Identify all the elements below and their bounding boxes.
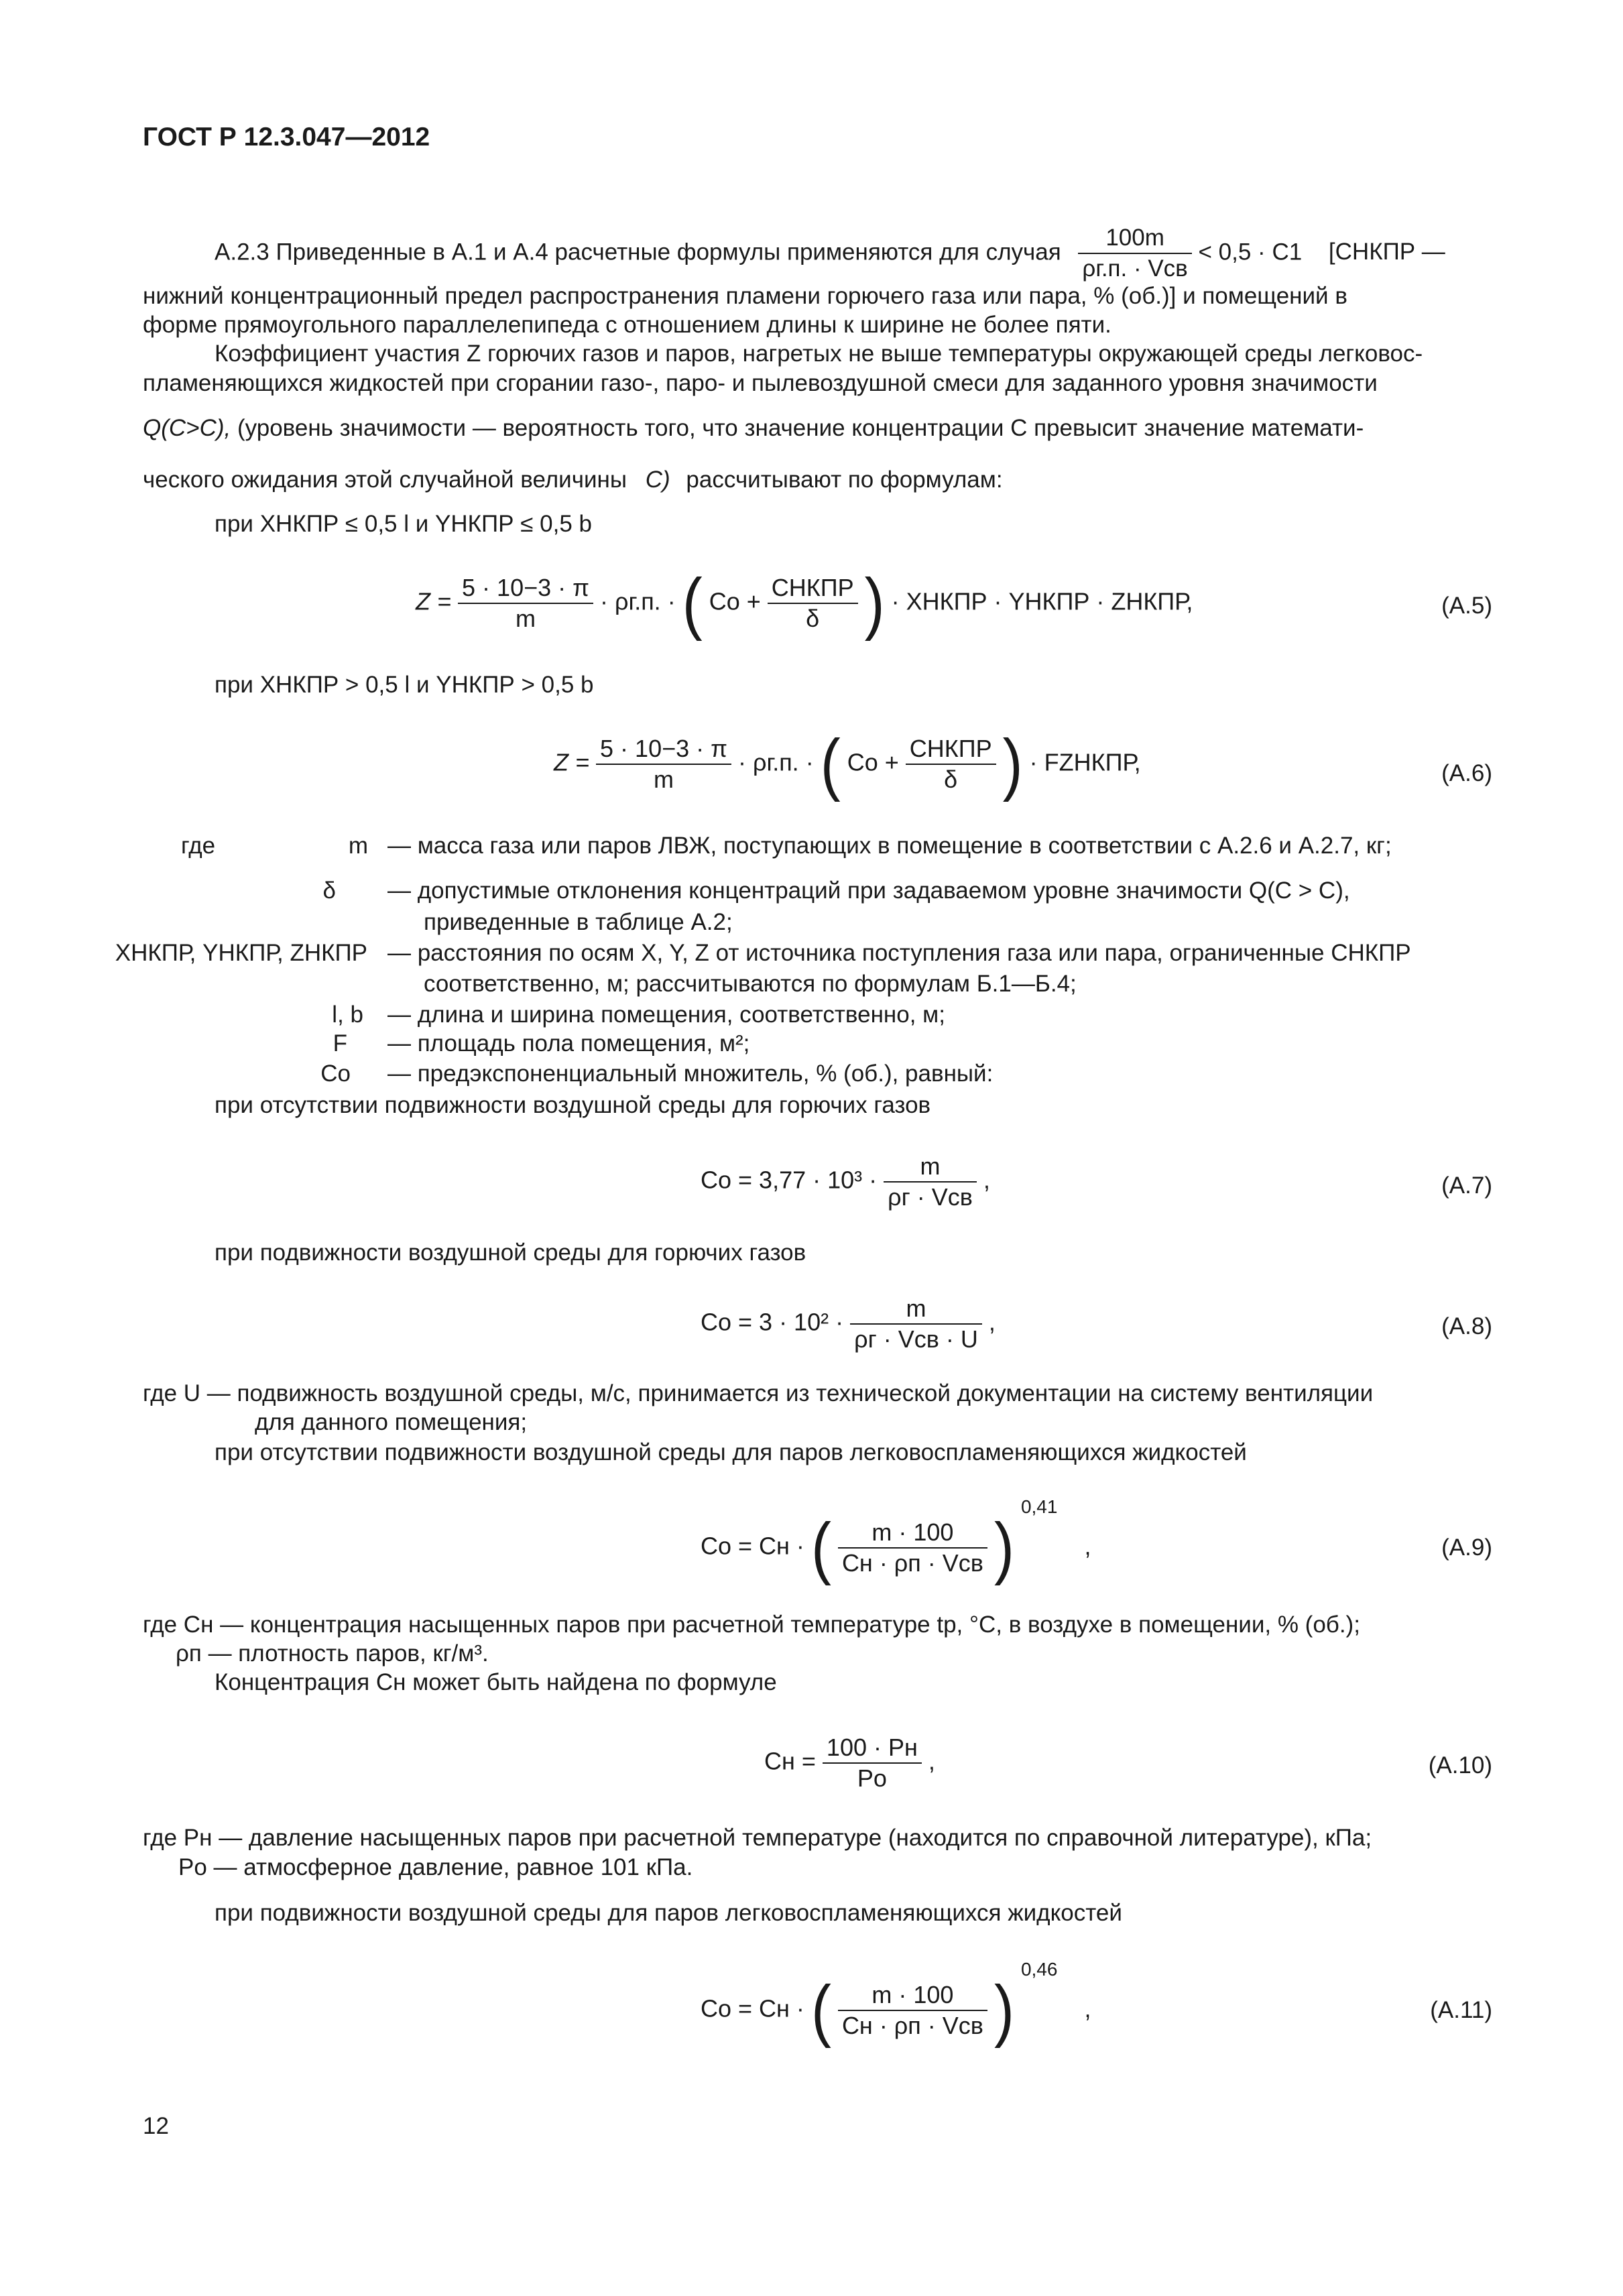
- eq-a5-close-paren: ): [864, 564, 885, 642]
- condition-tail: [CНКПР —: [1328, 239, 1445, 265]
- eq-a10-tail: ,: [928, 1747, 935, 1775]
- def-text-f: — площадь пола помещения, м²;: [387, 1030, 750, 1056]
- eq-a11-numerator: m · 100: [838, 1980, 987, 2011]
- def-sym-co: Cо: [320, 1061, 351, 1087]
- where-u-line3: при отсутствии подвижности воздушной среды для паров легковоспламеняющихся жидкостей: [215, 1439, 1247, 1465]
- eq-a9-denominator: Cн · ρп · Vсв: [841, 1549, 983, 1577]
- eq-a10-fraction: [823, 1733, 922, 1793]
- eq-a11-fraction: [838, 1980, 987, 2041]
- eq-a6-number: (А.6): [1441, 760, 1492, 786]
- expectation-symbol: C): [645, 467, 670, 493]
- eq-a5-tail: · XНКПР · YНКПР · ZНКПР,: [891, 587, 1193, 615]
- eq-a8-fraction: [850, 1294, 982, 1354]
- text-air-gas: при подвижности воздушной среды для горючих газов: [215, 1240, 806, 1266]
- eq-a6-inner-denominator: δ: [944, 766, 958, 793]
- eq-a6-mid: · ρг.п. ·: [737, 748, 814, 776]
- eq-a9-exponent: 0,41: [1020, 1496, 1058, 1517]
- para-a23-lead-text: А.2.3 Приведенные в А.1 и А.4 расчетные формулы применяются для случая: [215, 239, 1061, 265]
- equation-a6: [554, 725, 1141, 803]
- para-coef-line1: Коэффициент участия Z горючих газов и паров, нагретых не выше температуры окружающей среды легковос-: [215, 341, 1423, 367]
- significance-level-symbol: Q(C>C),: [143, 415, 231, 441]
- document-header: ГОСТ Р 12.3.047—2012: [143, 123, 430, 152]
- def-text-xyz-2: соответственно, м; рассчитываются по формулам Б.1—Б.4;: [424, 971, 1077, 997]
- eq-a5-inner-fraction: [768, 573, 858, 633]
- eq-a7-number: (А.7): [1441, 1172, 1492, 1199]
- eq-a6-inner: Cо +: [847, 748, 899, 776]
- eq-a11-tail: ,: [1084, 1994, 1091, 2022]
- eq-a6-lhs: Z =: [554, 748, 590, 776]
- eq-a9-numerator: m · 100: [838, 1518, 987, 1549]
- eq-a8-tail: ,: [988, 1308, 996, 1336]
- condition-2: при XНКПР > 0,5 l и YНКПР > 0,5 b: [215, 672, 594, 698]
- para-coef-line3-text: (уровень значимости — вероятность того, что значение концентрации C превысит значение математи-: [237, 415, 1364, 441]
- where-p-line2: Pо — атмосферное давление, равное 101 кПа.: [178, 1854, 693, 1880]
- eq-a7-denominator: ρг · Vсв: [888, 1183, 973, 1211]
- defs-where-label: где: [181, 833, 216, 859]
- def-sym-xyz: XНКПР, YНКПР, ZНКПР: [115, 940, 367, 966]
- eq-a8-numerator: m: [850, 1294, 982, 1325]
- para-a23-line2: нижний концентрационный предел распространения пламени горючего газа или пара, % (об.)] и помещений в: [143, 283, 1347, 309]
- para-coef-line2: пламеняющихся жидкостей при сгорании газо-, паро- и пылевоздушной смеси для заданного уровня значимости: [143, 370, 1378, 396]
- eq-a7-fraction: [884, 1152, 977, 1212]
- eq-a6-numerator: 5 · 10−3 · π: [596, 734, 731, 765]
- condition-fraction: [1078, 223, 1191, 284]
- equation-a10: [764, 1733, 935, 1793]
- eq-a5-denominator: m: [516, 605, 536, 632]
- def-sym-delta: δ: [322, 878, 336, 904]
- eq-a5-mid: · ρг.п. ·: [599, 587, 676, 615]
- def-text-m: — масса газа или паров ЛВЖ, поступающих в помещение в соответствии с А.2.6 и А.2.7, кг;: [387, 833, 1392, 859]
- para-a23-line3: форме прямоугольного параллелепипеда с отношением длины к ширине не более пяти.: [143, 312, 1111, 338]
- condition-numerator: 100m: [1078, 223, 1191, 254]
- equation-a7: [701, 1152, 990, 1212]
- eq-a6-inner-numerator: CНКПР: [906, 734, 996, 765]
- text-air-liquid: при подвижности воздушной среды для паров легковоспламеняющихся жидкостей: [215, 1900, 1122, 1926]
- eq-a5-inner: Cо +: [709, 587, 761, 615]
- eq-a10-number: (А.10): [1428, 1752, 1492, 1778]
- eq-a9-lhs: Cо = Cн ·: [701, 1532, 804, 1560]
- eq-a5-number: (А.5): [1441, 593, 1492, 619]
- eq-a11-lhs: Cо = Cн ·: [701, 1994, 804, 2022]
- eq-a5-lhs: Z =: [416, 587, 452, 615]
- eq-a7-tail: ,: [983, 1166, 990, 1194]
- para-a23-lead: [215, 223, 1445, 284]
- eq-a10-numerator: 100 · Pн: [823, 1733, 922, 1764]
- condition-1: при XНКПР ≤ 0,5 l и YНКПР ≤ 0,5 b: [215, 511, 593, 537]
- eq-a9-close-paren: ): [994, 1509, 1014, 1587]
- where-p-line1: где Pн — давление насыщенных паров при расчетной температуре (находится по справочной литературе), кПа;: [143, 1825, 1372, 1851]
- eq-a9-fraction: [838, 1518, 987, 1578]
- eq-a7-lhs: Cо = 3,77 · 10³ ·: [701, 1166, 878, 1194]
- eq-a8-denominator: ρг · Vсв · U: [854, 1325, 978, 1353]
- def-text-co: — предэкспоненциальный множитель, % (об.), равный:: [387, 1061, 994, 1087]
- def-text-delta: — допустимые отклонения концентраций при задаваемом уровне значимости Q(C > C),: [387, 878, 1350, 904]
- eq-a5-inner-numerator: CНКПР: [768, 573, 858, 604]
- def-sym-f: F: [333, 1030, 347, 1056]
- def-text-lb: — длина и ширина помещения, соответственно, м;: [387, 1002, 945, 1028]
- eq-a9-number: (А.9): [1441, 1534, 1492, 1561]
- where-u-line2: для данного помещения;: [255, 1409, 528, 1435]
- def-sym-lb: l, b: [332, 1002, 363, 1028]
- where-u-line1: где U — подвижность воздушной среды, м/с, принимается из технической документации на систему вентиляции: [143, 1380, 1374, 1406]
- eq-a6-open-paren: (: [820, 725, 841, 803]
- def-sym-m: m: [348, 833, 368, 859]
- eq-a8-lhs: Cо = 3 · 10² ·: [701, 1308, 844, 1336]
- eq-a6-inner-fraction: [906, 734, 996, 794]
- condition-denominator: ρг.п. · Vсв: [1082, 255, 1188, 282]
- eq-a11-open-paren: (: [810, 1972, 831, 2049]
- eq-a6-denominator: m: [654, 766, 674, 793]
- eq-a6-tail: · FZНКПР,: [1029, 748, 1141, 776]
- eq-a11-number: (А.11): [1430, 1997, 1492, 2023]
- equation-a5: [416, 564, 1193, 642]
- eq-a6-fraction: [596, 734, 731, 794]
- eq-a5-numerator: 5 · 10−3 · π: [458, 573, 593, 604]
- condition-rhs: < 0,5 · C1: [1198, 239, 1303, 265]
- page-number: 12: [143, 2113, 169, 2139]
- eq-a5-inner-denominator: δ: [806, 605, 820, 632]
- eq-a7-numerator: m: [884, 1152, 977, 1183]
- eq-a8-number: (А.8): [1441, 1313, 1492, 1339]
- eq-a9-open-paren: (: [810, 1509, 831, 1587]
- def-text-delta-2: приведенные в таблице А.2;: [424, 909, 733, 935]
- eq-a10-lhs: Cн =: [764, 1747, 816, 1775]
- def-text-xyz: — расстояния по осям X, Y, Z от источника поступления газа или пара, ограниченные CНКПР: [387, 940, 1411, 966]
- eq-a9-tail: ,: [1084, 1532, 1091, 1560]
- eq-a11-denominator: Cн · ρп · Vсв: [841, 2012, 983, 2040]
- eq-a11-close-paren: ): [994, 1972, 1014, 2049]
- equation-a8: [701, 1294, 996, 1354]
- eq-a5-fraction: [458, 573, 593, 633]
- where-cn-line1: где Cн — концентрация насыщенных паров при расчетной температуре tр, °C, в воздухе в помещении, % (об.);: [143, 1612, 1360, 1638]
- eq-a11-exponent: 0,46: [1020, 1959, 1058, 1980]
- equation-a11: [701, 1959, 1091, 2049]
- equation-a9: [701, 1496, 1091, 1587]
- text-no-air-gas: при отсутствии подвижности воздушной среды для горючих газов: [215, 1092, 931, 1118]
- eq-a6-close-paren: ): [1002, 725, 1023, 803]
- where-cn-line3: Концентрация Cн может быть найдена по формуле: [215, 1669, 777, 1695]
- where-cn-line2: ρп — плотность паров, кг/м³.: [176, 1640, 489, 1667]
- para-coef-line3: [143, 412, 1364, 444]
- para-coef-line4-tail: рассчитывают по формулам:: [686, 467, 1003, 493]
- para-coef-line4-text: ческого ожидания этой случайной величины: [143, 467, 627, 493]
- para-coef-line4: [143, 464, 1003, 496]
- eq-a5-open-paren: (: [682, 564, 703, 642]
- eq-a10-denominator: Pо: [857, 1764, 887, 1792]
